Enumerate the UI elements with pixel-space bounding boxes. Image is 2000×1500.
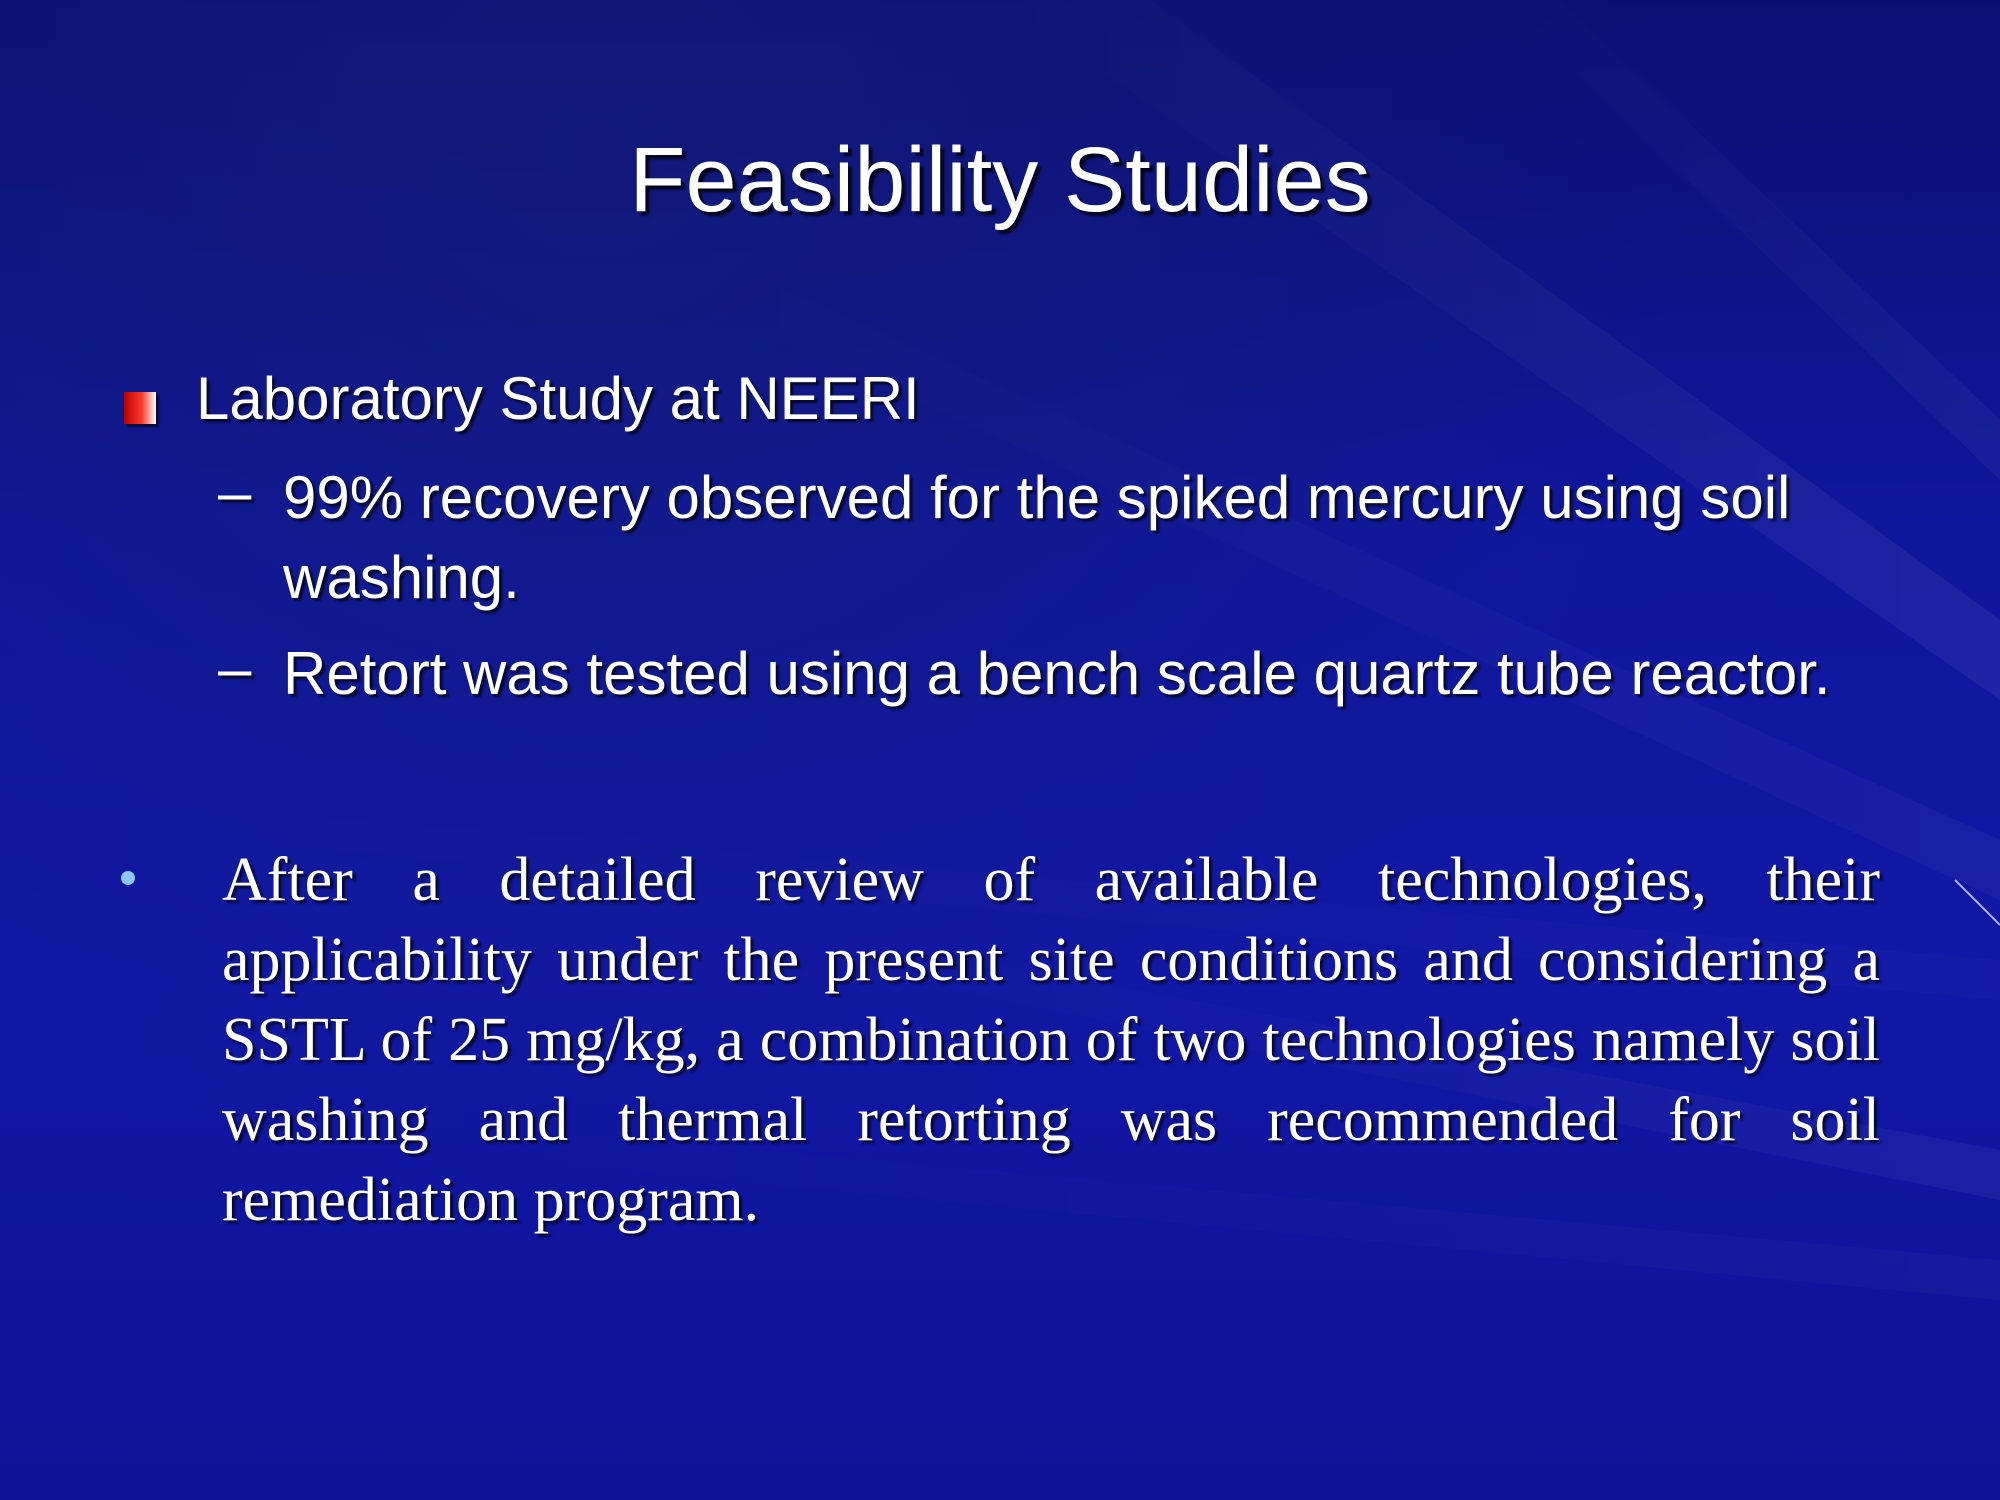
body-paragraph: After a detailed review of available technologies, their applicability under the present site conditions and considering a SSTL of 25 mg/kg, a combination of two technologies namely soil washing and thermal retorting was recommended for soil remediation program.	[222, 846, 1880, 1234]
slide-title: Feasibility Studies	[629, 129, 1371, 231]
sub-bullet-text-1: 99% recovery observed for the spiked mercury using soil washing.	[283, 464, 1791, 611]
bullet-level1-text: Laboratory Study at NEERI	[196, 365, 920, 432]
sub-bullet-text-2: Retort was tested using a bench scale quartz tube reactor.	[283, 640, 1831, 707]
sub-bullet-dash-2: –	[218, 635, 252, 702]
dot-bullet-icon	[121, 871, 135, 885]
red-square-bullet-icon	[124, 392, 156, 424]
sub-bullet-dash-1: –	[218, 459, 252, 526]
